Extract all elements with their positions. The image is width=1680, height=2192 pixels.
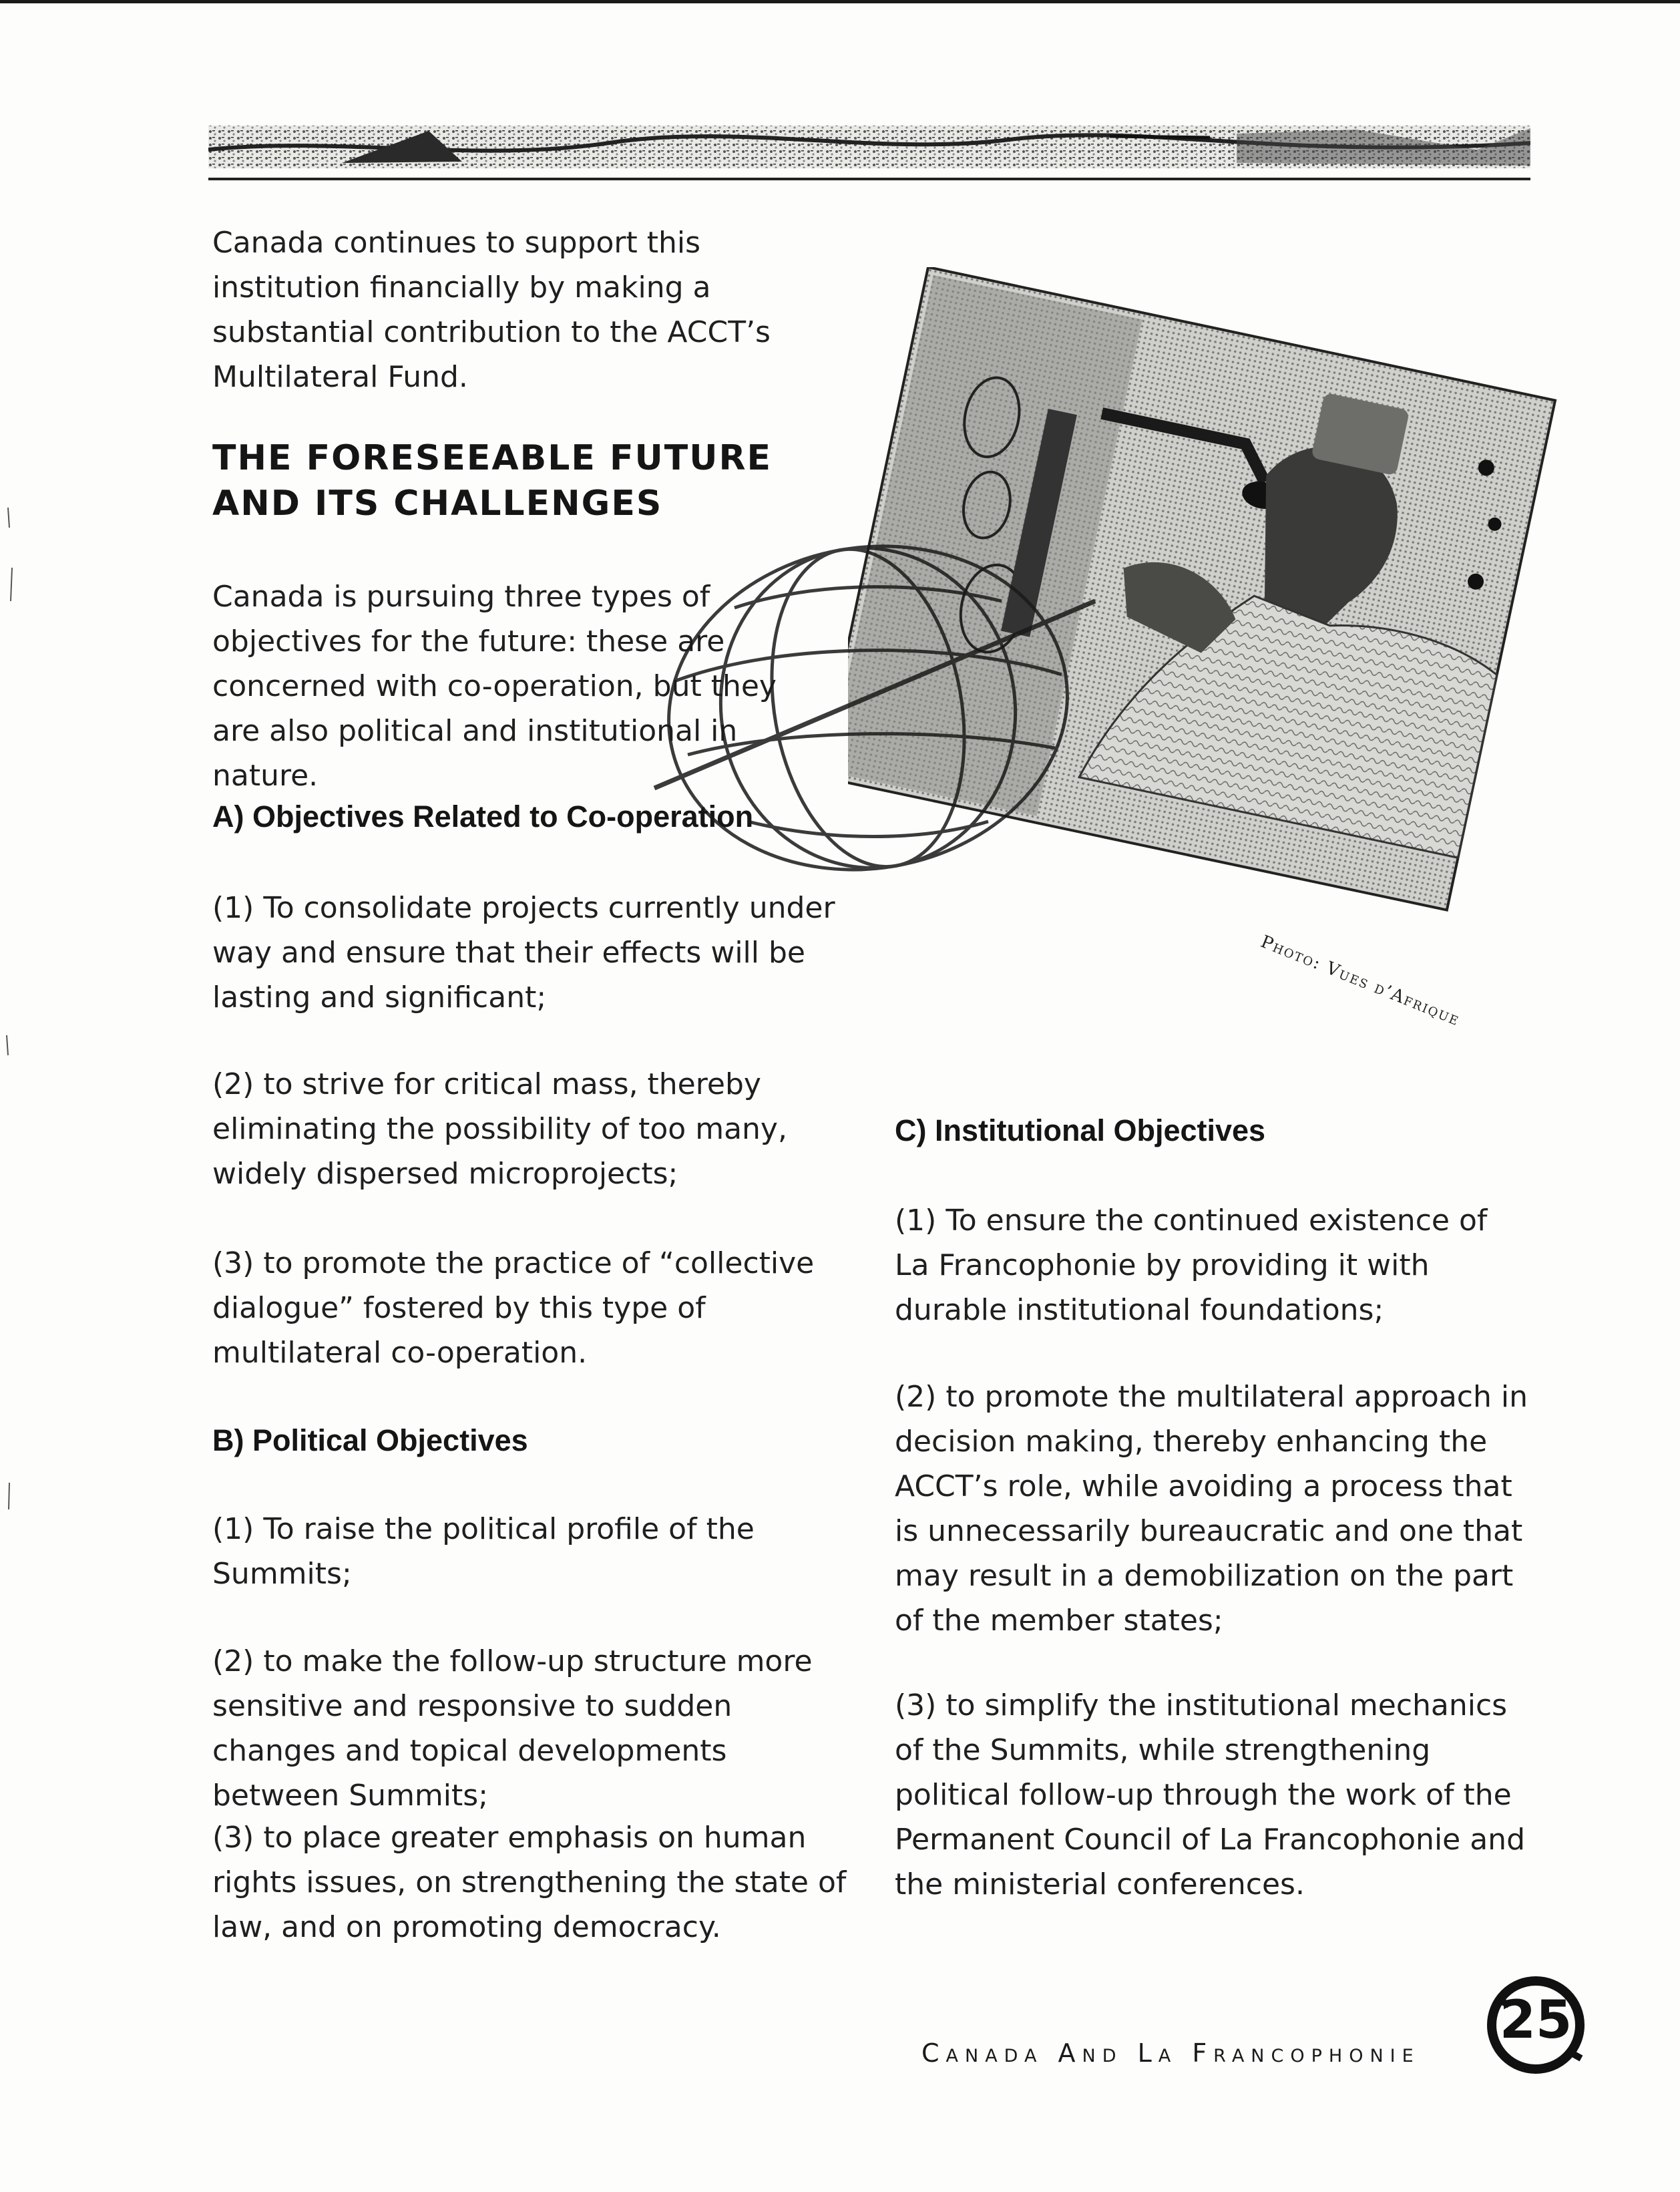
section-b-item-2: (2) to make the follow-up structure more sensitive and responsive to sudden changes and topical developments between Summits;	[212, 1644, 813, 1813]
top-border	[0, 0, 1680, 3]
globe-illustration	[614, 508, 1122, 908]
section-a-item-2: (2) to strive for critical mass, thereby eliminating the possibility of too many, widely dispersed microprojects;	[212, 1067, 787, 1191]
intro-paragraph	[212, 220, 847, 399]
section-b-item-1: (1) To raise the political profile of the Summits;	[212, 1512, 755, 1591]
page-number: 25	[1499, 1990, 1572, 2050]
section-b-item-3: (3) to place greater emphasis on human rights issues, on strengthening the state of law, and on promoting democracy.	[212, 1821, 847, 1944]
section-a-title: A) Objectives Related to Co-operation	[212, 799, 754, 834]
section-c-item-2: (2) to promote the multilateral approach in decision making, thereby enhancing the ACCT’s role, while avoiding a process that is unnecessarily bureaucratic and one that may result in a demobilization on the part of the member states;	[895, 1380, 1528, 1638]
section-a-item-3: (3) to promote the practice of “collective dialogue” fostered by this type of multilateral co-operation.	[212, 1246, 815, 1370]
page-number-badge	[1482, 1972, 1589, 2078]
banner-rule	[208, 178, 1530, 180]
section-b-title: B) Political Objectives	[212, 1423, 528, 1457]
photo-credit: Photo: Vues d’Afrique	[1257, 932, 1463, 1031]
heading-line-2: AND ITS CHALLENGES	[212, 484, 663, 524]
section-c-item-3: (3) to simplify the institutional mechanics of the Summits, while strengthening political follow-up through the work of the Permanent Council of La Francophonie and the ministerial conferences.	[895, 1688, 1526, 1901]
intro-text: Canada continues to support this institution financially by making a substantial contribution to the ACCT’s Multilateral Fund.	[212, 226, 771, 394]
decorative-banner	[208, 123, 1530, 171]
objectives-intro-text: Canada is pursuing three types of objectives for the future: these are concerned with co-operation, but they are also political and institutional in nature.	[212, 580, 777, 793]
scan-edge-marks	[0, 468, 27, 1803]
section-c-title: C) Institutional Objectives	[895, 1113, 1266, 1147]
section-c-item-1: (1) To ensure the continued existence of La Francophonie by providing it with durable institutional foundations;	[895, 1204, 1488, 1327]
heading-line-1: THE FORESEEABLE FUTURE	[212, 438, 773, 478]
footer-title: Canada And La Francophonie	[921, 2038, 1420, 2068]
section-a-item-1: (1) To consolidate projects currently under way and ensure that their effects will be lasting and significant;	[212, 891, 835, 1015]
